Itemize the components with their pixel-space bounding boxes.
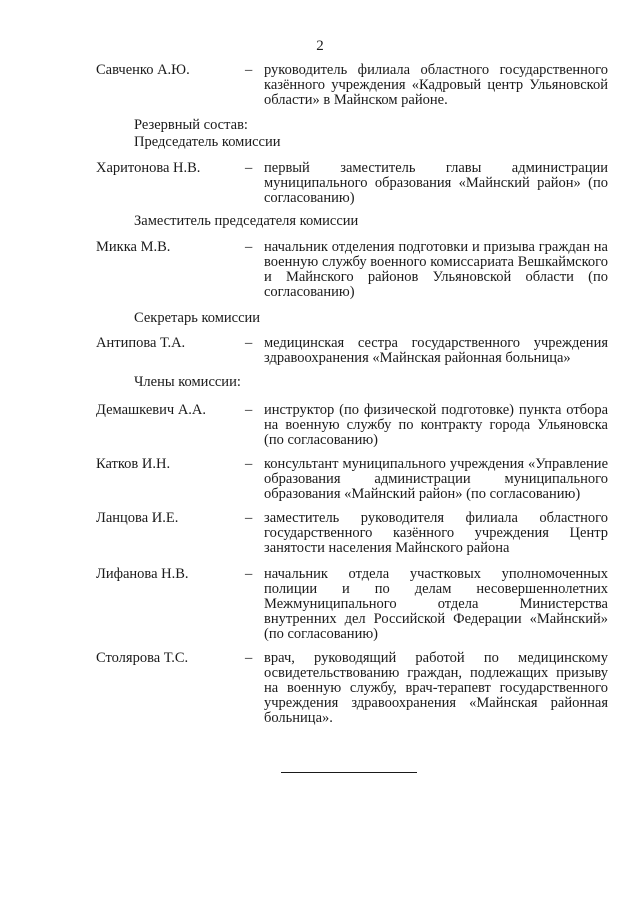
member-name: Антипова Т.А.: [96, 335, 186, 351]
member-role: заместитель руководителя филиала областного государственного казённого учреждения Центр занятости населения Майнского района: [264, 510, 608, 556]
member-name: Микка М.В.: [96, 239, 171, 255]
member-role: врач, руководящий работой по медицинскому освидетельствованию граждан, подлежащих призыву на военную службу, врач-терапевт государственного учреждения здравоохранения «Майнская районная больница».: [264, 650, 608, 726]
member-name: Савченко А.Ю.: [96, 62, 190, 78]
member-role: медицинская сестра государственного учреждения здравоохранения «Майнская районная больница»: [264, 335, 608, 366]
dash-separator: –: [245, 160, 253, 176]
section-heading: Секретарь комиссии: [134, 310, 261, 326]
end-of-document-rule: [281, 772, 417, 773]
dash-separator: –: [245, 456, 253, 472]
member-name: Лифанова Н.В.: [96, 566, 189, 582]
dash-separator: –: [245, 335, 253, 351]
page-number: 2: [316, 38, 324, 54]
member-name: Столярова Т.С.: [96, 650, 189, 666]
member-name: Харитонова Н.В.: [96, 160, 201, 176]
section-heading: Резервный состав:: [134, 117, 248, 133]
dash-separator: –: [245, 402, 253, 418]
member-role: начальник отдела участковых уполномоченных полиции и по делам несовершеннолетних Межмуниципального отдела Министерства внутренних дел Российской Федерации «Майнский» (по согласованию): [264, 566, 608, 642]
member-role: руководитель филиала областного государственного казённого учреждения «Кадровый центр Ульяновской области» в Майнском районе.: [264, 62, 608, 108]
member-role: инструктор (по физической подготовке) пункта отбора на военную службу по контракту города Ульяновска (по согласованию): [264, 402, 608, 448]
dash-separator: –: [245, 62, 253, 78]
dash-separator: –: [245, 510, 253, 526]
dash-separator: –: [245, 239, 253, 255]
member-name: Катков И.Н.: [96, 456, 171, 472]
section-heading: Члены комиссии:: [134, 374, 241, 390]
section-heading: Заместитель председателя комиссии: [134, 213, 359, 229]
member-role: начальник отделения подготовки и призыва граждан на военную службу военного комиссариата Вешкаймского и Майнского районов Ульяновской области (по согласованию): [264, 239, 608, 300]
member-name: Ланцова И.Е.: [96, 510, 179, 526]
dash-separator: –: [245, 650, 253, 666]
member-role: первый заместитель главы администрации муниципального образования «Майнский район» (по согласованию): [264, 160, 608, 206]
dash-separator: –: [245, 566, 253, 582]
section-heading: Председатель комиссии: [134, 134, 281, 150]
member-name: Демашкевич А.А.: [96, 402, 207, 418]
member-role: консультант муниципального учреждения «Управление образования администрации муниципального образования «Майнский район» (по согласованию): [264, 456, 608, 502]
